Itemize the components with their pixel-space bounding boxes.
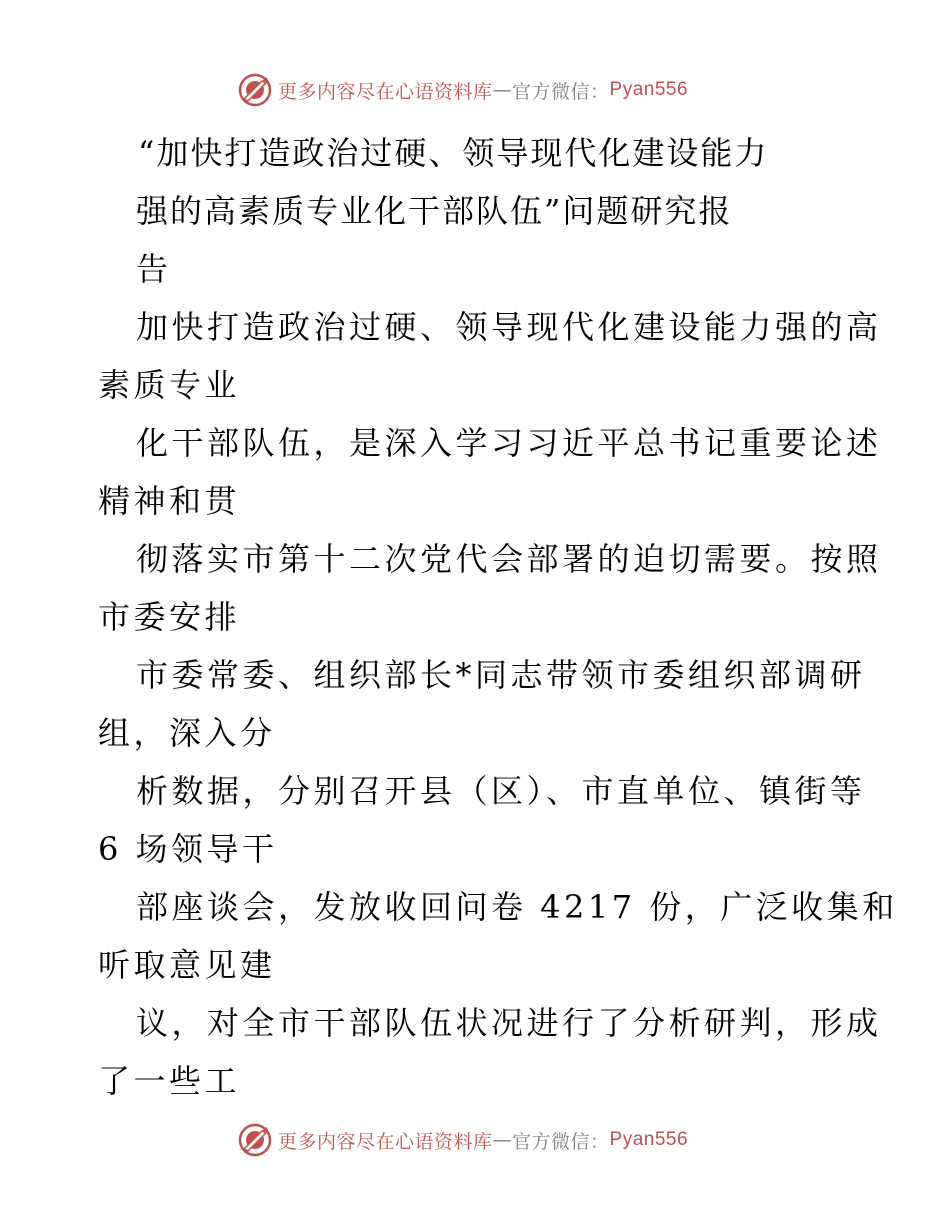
body-line: 部座谈会，发放收回问卷 4217 份，广泛收集和	[136, 888, 898, 926]
banner-site-text: 更多内容尽在心语资料库	[278, 1130, 493, 1153]
body-line: 化干部队伍，是深入学习习近平总书记重要论述	[136, 424, 882, 462]
body-line: 素质专业	[98, 366, 241, 404]
banner-wechat-id: Pyan556	[609, 79, 689, 100]
banner-dash: —	[492, 1129, 513, 1151]
banner-site-text: 更多内容尽在心语资料库	[278, 80, 493, 103]
pen-logo-icon	[238, 1123, 272, 1157]
banner-wechat-id: Pyan556	[609, 1129, 689, 1150]
title-line-3: 告	[136, 250, 171, 288]
title-line-2: 强的高素质专业化干部队伍”问题研究报	[136, 192, 733, 230]
body-line: 精神和贯	[98, 482, 241, 520]
banner-dash: —	[492, 79, 513, 101]
body-line: 听取意见建	[98, 946, 276, 984]
body-line: 了一些工	[98, 1062, 241, 1100]
title-line-1: “加快打造政治过硬、领导现代化建设能力	[138, 134, 769, 172]
body-line: 市委安排	[98, 598, 241, 636]
body-line: 议，对全市干部队伍状况进行了分析研判，形成	[136, 1004, 882, 1042]
footer-banner	[238, 1122, 688, 1158]
banner-wechat-label: 官方微信：	[512, 1130, 610, 1153]
body-line: 彻落实市第十二次党代会部署的迫切需要。按照	[136, 540, 882, 578]
banner-wechat-label: 官方微信：	[512, 80, 610, 103]
body-line: 市委常委、组织部长*同志带领市委组织部调研	[136, 656, 866, 694]
body-line: 6 场领导干	[98, 830, 278, 868]
body-line: 组，深入分	[98, 714, 276, 752]
body-line: 析数据，分别召开县（区）、市直单位、镇街等	[136, 772, 866, 810]
pen-logo-icon	[238, 73, 272, 107]
body-line: 加快打造政治过硬、领导现代化建设能力强的高	[136, 308, 882, 346]
header-banner	[238, 72, 688, 108]
